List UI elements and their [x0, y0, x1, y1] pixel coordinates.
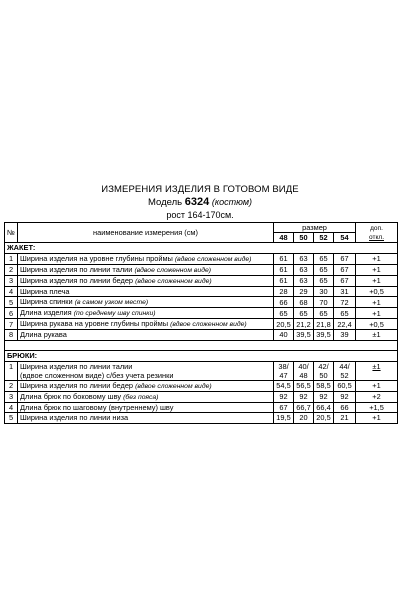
row-name-text: Длина брюк по шаговому (внутреннему) шву — [20, 402, 174, 412]
model-prefix: Модель — [147, 197, 183, 208]
row-note: (вдвое сложенном виде) — [134, 266, 211, 274]
row-value: 92 — [334, 391, 356, 402]
table-row — [5, 361, 398, 380]
row-value: 54,5 — [274, 380, 294, 391]
row-name-text: Ширина изделия на уровне глубины проймы — [20, 253, 173, 263]
row-number: 3 — [5, 275, 18, 286]
row-name — [18, 275, 274, 286]
row-value — [294, 361, 314, 380]
row-deviation: +2 — [356, 391, 398, 402]
row-value: 28 — [274, 286, 294, 297]
row-value: 39 — [334, 330, 356, 341]
row-note: (вдвое сложенном виде) — [174, 255, 252, 263]
row-value: 66,4 — [314, 402, 334, 413]
row-deviation: +1 — [356, 413, 398, 424]
row-deviation: +0,5 — [356, 286, 398, 297]
row-value: 63 — [294, 275, 314, 286]
row-name-text: Ширина спинки — [20, 297, 73, 306]
row-value: 65 — [274, 308, 294, 319]
table-row — [5, 297, 398, 308]
row-value-bottom: 52 — [340, 370, 349, 380]
row-value: 20 — [294, 413, 314, 424]
row-name — [18, 264, 274, 275]
measurements-body — [5, 223, 398, 424]
row-value: 31 — [334, 286, 356, 297]
section-gap — [5, 340, 398, 351]
row-value: 61 — [274, 275, 294, 286]
row-value — [274, 361, 294, 380]
row-number: 6 — [5, 308, 18, 319]
table-row — [5, 275, 398, 286]
row-name — [18, 253, 274, 264]
row-deviation: +1 — [356, 308, 398, 319]
row-deviation: +1 — [356, 380, 398, 391]
row-name-text: Ширина изделия по линии талии — [20, 264, 133, 274]
row-value: 68 — [294, 297, 314, 308]
row-value: 67 — [334, 264, 356, 275]
row-name-text: Длина изделия — [20, 308, 72, 317]
row-name-text-2: (вдвое сложенном виде) с/без учета резинки — [20, 370, 174, 380]
row-value: 30 — [314, 286, 334, 297]
row-value-top: 40/ — [298, 361, 309, 371]
row-value — [314, 361, 334, 380]
row-value: 56,5 — [294, 380, 314, 391]
row-note: (вдвое сложенном виде) — [170, 321, 247, 328]
table-row — [5, 391, 398, 402]
row-number: 7 — [5, 319, 18, 330]
table-row — [5, 308, 398, 319]
table-row — [5, 319, 398, 330]
row-note: (в самом узком месте) — [74, 299, 149, 306]
row-note: (без пояса) — [123, 393, 159, 401]
row-value: 70 — [314, 297, 334, 308]
row-value: 63 — [294, 264, 314, 275]
row-name — [18, 330, 274, 341]
measurements-table — [4, 222, 398, 424]
document-title: ИЗМЕРЕНИЯ ИЗДЕЛИЯ В ГОТОВОМ ВИДЕ — [101, 184, 299, 195]
row-name — [18, 391, 274, 402]
size-48: 48 — [274, 233, 294, 243]
section-gap-cell — [5, 340, 398, 351]
row-value: 65 — [334, 308, 356, 319]
row-value: 58,5 — [314, 380, 334, 391]
table-row — [5, 380, 398, 391]
section-title: ЖАКЕТ: — [5, 243, 398, 254]
row-value: 19,5 — [274, 413, 294, 424]
row-value: 65 — [314, 264, 334, 275]
row-number: 2 — [5, 264, 18, 275]
height-range: рост 164-170см. — [166, 210, 234, 220]
section-row — [5, 351, 398, 362]
row-value-top: 42/ — [318, 361, 329, 371]
section-row — [5, 243, 398, 254]
row-name-text: Длина брюк по боковому шву — [20, 391, 122, 401]
model-line — [0, 196, 400, 209]
row-value: 40 — [274, 330, 294, 341]
table-row — [5, 253, 398, 264]
row-value: 20,5 — [274, 319, 294, 330]
row-note: (по среднему шву спинки) — [73, 310, 156, 317]
row-number: 1 — [5, 253, 18, 264]
row-name-text: Ширина изделия по линии талии — [20, 361, 133, 371]
size-54: 54 — [334, 233, 356, 243]
row-value: 60,5 — [334, 380, 356, 391]
row-value: 39,5 — [294, 330, 314, 341]
row-deviation: +1,5 — [356, 402, 398, 413]
row-value: 92 — [274, 391, 294, 402]
row-deviation: +1 — [356, 253, 398, 264]
row-name-text: Ширина изделия по линии бедер — [20, 380, 134, 390]
model-type: (костюм) — [211, 197, 253, 207]
row-number: 2 — [5, 380, 18, 391]
col-dev-label-1: доп. — [370, 224, 383, 232]
row-value: 65 — [294, 308, 314, 319]
col-dev-label-2: откл. — [369, 233, 384, 241]
row-value: 21 — [334, 413, 356, 424]
row-deviation: +0,5 — [356, 319, 398, 330]
row-value: 20,5 — [314, 413, 334, 424]
row-number: 1 — [5, 361, 18, 380]
row-value: 72 — [334, 297, 356, 308]
document-header — [0, 183, 400, 222]
row-value: 66 — [334, 402, 356, 413]
row-note: (вдвое сложенном виде) — [135, 382, 212, 390]
row-value: 92 — [314, 391, 334, 402]
model-number: 6324 — [184, 196, 210, 208]
row-value: 65 — [314, 253, 334, 264]
row-value: 65 — [314, 275, 334, 286]
row-value: 63 — [294, 253, 314, 264]
size-50: 50 — [294, 233, 314, 243]
row-value: 67 — [334, 275, 356, 286]
row-deviation: ±1 — [356, 330, 398, 341]
table-row — [5, 413, 398, 424]
row-value: 39,5 — [314, 330, 334, 341]
row-value: 21,8 — [314, 319, 334, 330]
row-number: 4 — [5, 402, 18, 413]
col-size-header: размер — [274, 223, 356, 233]
row-name — [18, 380, 274, 391]
row-value: 66 — [274, 297, 294, 308]
size-52: 52 — [314, 233, 334, 243]
row-name-text: Ширина рукава на уровне глубины проймы — [20, 319, 169, 328]
row-name — [18, 402, 274, 413]
row-value: 29 — [294, 286, 314, 297]
row-value: 67 — [334, 253, 356, 264]
row-value-bottom: 50 — [319, 370, 328, 380]
row-value: 22,4 — [334, 319, 356, 330]
row-value: 65 — [314, 308, 334, 319]
row-number: 4 — [5, 286, 18, 297]
row-deviation: ±1 — [356, 361, 398, 380]
row-name-text: Ширина плеча — [20, 286, 70, 296]
row-name — [18, 319, 274, 330]
row-name-text: Длина рукава — [20, 330, 67, 340]
row-name — [18, 361, 274, 380]
row-deviation: +1 — [356, 264, 398, 275]
row-value: 61 — [274, 264, 294, 275]
row-value: 67 — [274, 402, 294, 413]
row-name-text: Ширина изделия по линии бедер — [20, 275, 134, 285]
table-row — [5, 286, 398, 297]
table-row — [5, 402, 398, 413]
row-deviation: +1 — [356, 275, 398, 286]
row-name — [18, 297, 274, 308]
row-value: 21,2 — [294, 319, 314, 330]
table-row — [5, 264, 398, 275]
row-name — [18, 308, 274, 319]
row-value-bottom: 48 — [299, 370, 308, 380]
col-num-header: № — [5, 223, 18, 243]
row-value-bottom: 47 — [279, 370, 288, 380]
row-value: 61 — [274, 253, 294, 264]
row-number: 5 — [5, 297, 18, 308]
row-value — [334, 361, 356, 380]
col-name-header: наименование измерения (см) — [18, 223, 274, 243]
row-name — [18, 286, 274, 297]
table-row — [5, 330, 398, 341]
row-value: 92 — [294, 391, 314, 402]
row-number: 8 — [5, 330, 18, 341]
row-name — [18, 413, 274, 424]
row-number: 5 — [5, 413, 18, 424]
row-value-top: 44/ — [339, 361, 350, 371]
row-note: (вдвое сложенном виде) — [135, 277, 212, 285]
row-number: 3 — [5, 391, 18, 402]
row-value: 66,7 — [294, 402, 314, 413]
row-name-text: Ширина изделия по линии низа — [20, 413, 129, 423]
section-title: БРЮКИ: — [5, 351, 398, 362]
col-dev-header — [356, 223, 398, 243]
row-value-top: 38/ — [278, 361, 289, 371]
table-header-row-1 — [5, 223, 398, 233]
row-deviation: +1 — [356, 297, 398, 308]
